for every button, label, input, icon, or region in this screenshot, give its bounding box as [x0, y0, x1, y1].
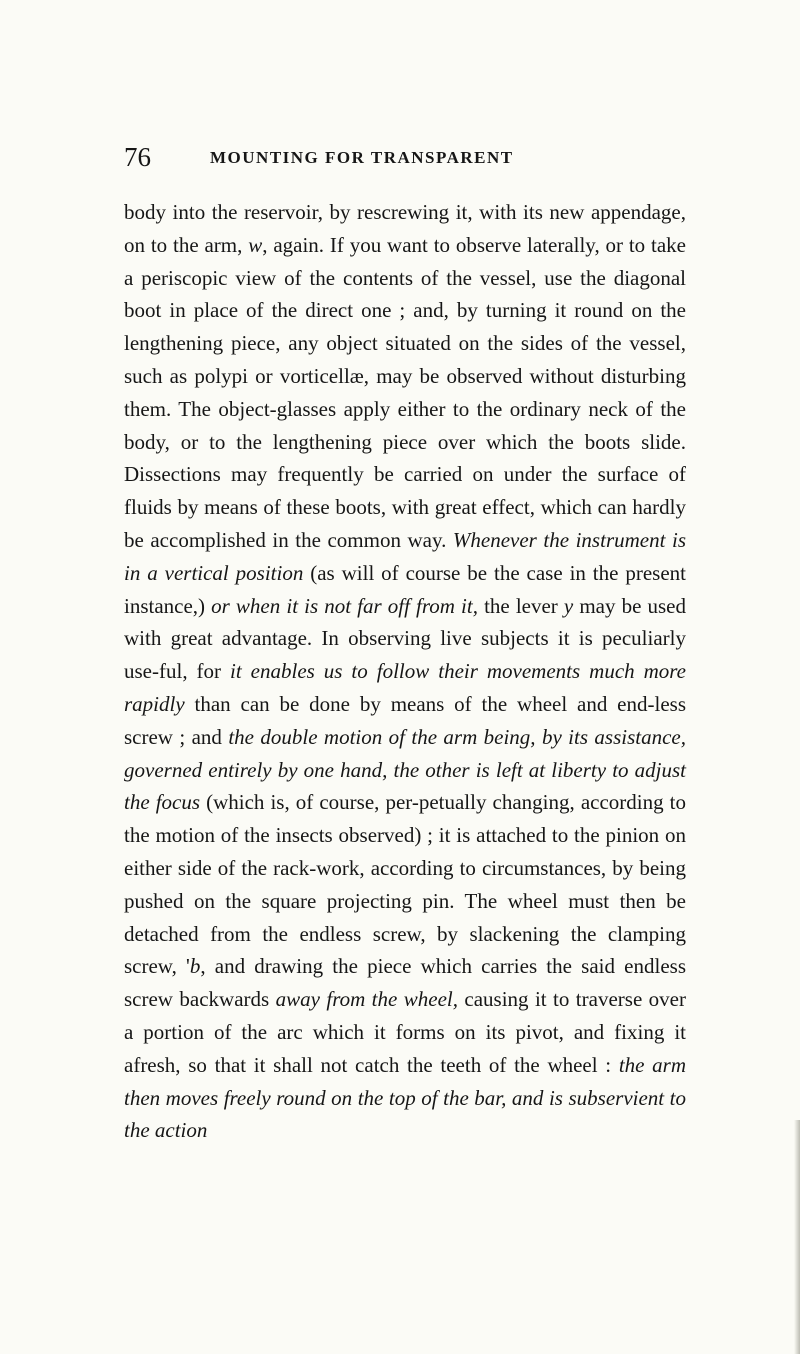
text-segment: (as will of course be the case in the present instance,) — [124, 560, 686, 618]
text-segment-italic: b — [189, 954, 201, 979]
page-number: 76 — [124, 142, 151, 172]
text-segment: , again. If you want to observe laterally, or to take a periscopic view of the contents of the vessel, use the diagonal boot in place of the direct one ; and, by turning it round on the lengthening piece, any object situated on the sides of the vessel, such as polypi or vorticellæ, may be observed without disturbing them. The object-glasses apply either to the ordinary neck of the body, or to the lengthening piece over which the boots slide. Dissections may frequently be carried on under the surface of fluids by means of these boots, with great effect, which can hardly be accomplished in the common way. — [124, 232, 686, 552]
text-segment-italic: y — [563, 593, 574, 618]
text-segment: may be used with great advantage. In observing live subjects it is peculiarly use-ful, for — [124, 593, 687, 684]
body-paragraph — [124, 196, 686, 1147]
text-segment-italic: away from the wheel, — [275, 987, 458, 1012]
text-segment-italic: Whenever the instrument is in a vertical position — [124, 527, 686, 585]
text-segment: , and drawing the piece which carries the said endless screw backwards — [124, 954, 686, 1012]
page-header — [124, 142, 684, 176]
text-segment-italic: the double motion of the arm being, by its assistance, governed entirely by one hand, the other is left at liberty to adjust the focus — [124, 724, 686, 815]
page-edge-shadow — [794, 1120, 800, 1354]
running-title: MOUNTING FOR TRANSPARENT — [210, 148, 514, 167]
text-segment: (which is, of course, per-petually changing, according to the motion of the insects observed) ; it is attached to the pinion on either side of the rack-work, according to circumstances, by being pushed on the square projecting pin. The wheel must then be detached from the endless screw, by slackening the clamping screw, ' — [124, 790, 686, 979]
text-segment-italic: w — [248, 232, 263, 257]
text-segment-italic: it enables us to follow their movements much more rapidly — [124, 659, 686, 716]
text-segment: causing it to traverse over a portion of the arc which it forms on its pivot, and fixing it afresh, so that it shall not catch the teeth of the wheel : — [124, 987, 686, 1077]
text-segment: body into the reservoir, by rescrewing it, with its new appendage, on to the arm, — [124, 200, 686, 257]
text-segment: than can be done by means of the wheel and end-less screw ; and — [124, 691, 686, 749]
text-segment-italic: the arm then moves freely round on the top of the bar, and is subservient to the action — [124, 1052, 687, 1143]
text-segment-italic: or when it is not far off from it, — [211, 593, 478, 618]
text-segment: the lever — [477, 593, 564, 618]
